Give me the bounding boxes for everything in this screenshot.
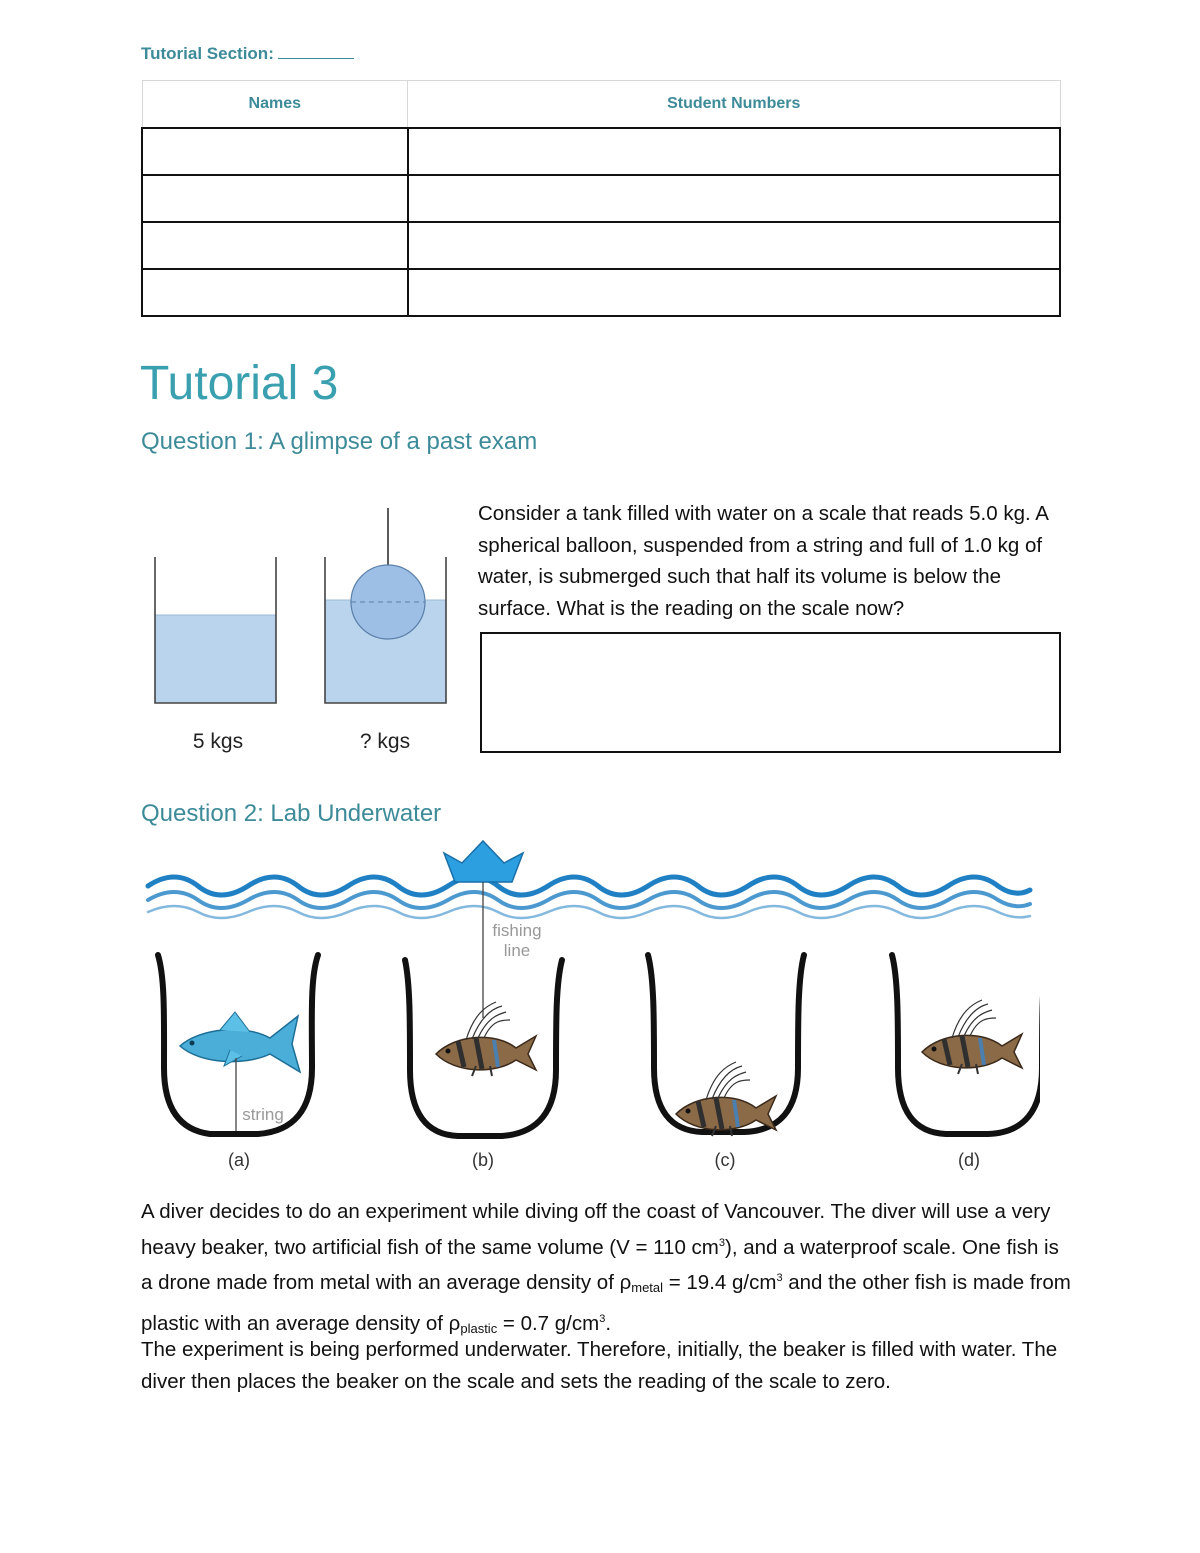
student-number-cell[interactable] <box>408 269 1060 316</box>
right-tank-label: ? kgs <box>359 730 411 753</box>
plastic-fish-d-icon <box>922 1000 1022 1074</box>
paper-boat-icon <box>444 841 523 882</box>
p1-text-d: and the other fish is made from plastic with an average density of ρ <box>141 1271 1071 1335</box>
roster-table <box>141 80 1061 317</box>
page-title: Tutorial 3 <box>140 357 339 410</box>
student-number-cell[interactable] <box>408 175 1060 222</box>
fishing-line-label: fishing <box>492 921 542 940</box>
tank-figure <box>140 505 470 760</box>
name-cell[interactable] <box>142 128 408 175</box>
string-label: string <box>242 1105 284 1124</box>
panel-label-c: (c) <box>714 1150 736 1170</box>
question2-heading: Question 2: Lab Underwater <box>141 800 442 827</box>
panel-label-b: (b) <box>472 1150 494 1170</box>
p1-text-b: ), and a waterproof scale. One fish is a drone made from metal with an average density of ρ <box>141 1235 1059 1294</box>
p1-text-a: A diver decides to do an experiment while diving off the coast of Vancouver. The diver will use a very heavy beaker, two artificial fish of the same volume (V = 110 cm <box>141 1200 1051 1259</box>
p1-sup-2: 3 <box>776 1272 783 1284</box>
question1-answer-box[interactable] <box>480 632 1061 753</box>
p1-sup-1: 3 <box>718 1236 725 1249</box>
panel-label-a: (a) <box>228 1150 250 1170</box>
name-cell[interactable] <box>142 175 408 222</box>
left-tank-label: 5 kgs <box>192 730 244 753</box>
table-row <box>142 222 1060 269</box>
student-numbers-header: Student Numbers <box>408 81 1060 129</box>
underwater-figure <box>140 838 1040 1178</box>
ocean-waves <box>148 877 1030 918</box>
question2-paragraph-1 <box>141 1196 1071 1344</box>
p1-sub-plastic: plastic <box>460 1320 498 1336</box>
p1-sup-3: 3 <box>599 1312 606 1325</box>
fishing-line-label-2: line <box>503 941 531 960</box>
table-row <box>142 128 1060 175</box>
table-row <box>142 269 1060 316</box>
name-cell[interactable] <box>142 269 408 316</box>
student-number-cell[interactable] <box>408 222 1060 269</box>
question2-paragraph-2: The experiment is being performed underwater. Therefore, initially, the beaker is filled with water. The diver then places the beaker on the scale and sets the reading of the scale to zero. <box>141 1338 1058 1393</box>
question1-heading: Question 1: A glimpse of a past exam <box>141 428 538 455</box>
student-number-cell[interactable] <box>408 128 1060 175</box>
plastic-fish-c-icon <box>676 1062 776 1136</box>
panel-label-d: (d) <box>958 1150 980 1170</box>
question1-text: Consider a tank filled with water on a scale that reads 5.0 kg. A spherical balloon, suspended from a string and full of 1.0 kg of water, is submerged such that half its volume is below the surface. What is the reading on the scale now? <box>478 502 1048 620</box>
table-row <box>142 175 1060 222</box>
names-header: Names <box>142 81 408 129</box>
tutorial-section-label <box>141 44 354 64</box>
p1-text-f: . <box>605 1311 612 1335</box>
metal-fish-icon <box>180 1012 300 1072</box>
tutorial-section-text: Tutorial Section: <box>141 44 274 63</box>
name-cell[interactable] <box>142 222 408 269</box>
left-tank-water <box>155 615 276 703</box>
p1-text-e: = 0.7 g/cm <box>497 1311 600 1335</box>
tutorial-section-blank[interactable] <box>278 44 354 59</box>
p1-text-c: = 19.4 g/cm <box>663 1271 777 1294</box>
p1-sub-metal: metal <box>631 1280 664 1295</box>
plastic-fish-b-icon <box>436 1002 536 1076</box>
